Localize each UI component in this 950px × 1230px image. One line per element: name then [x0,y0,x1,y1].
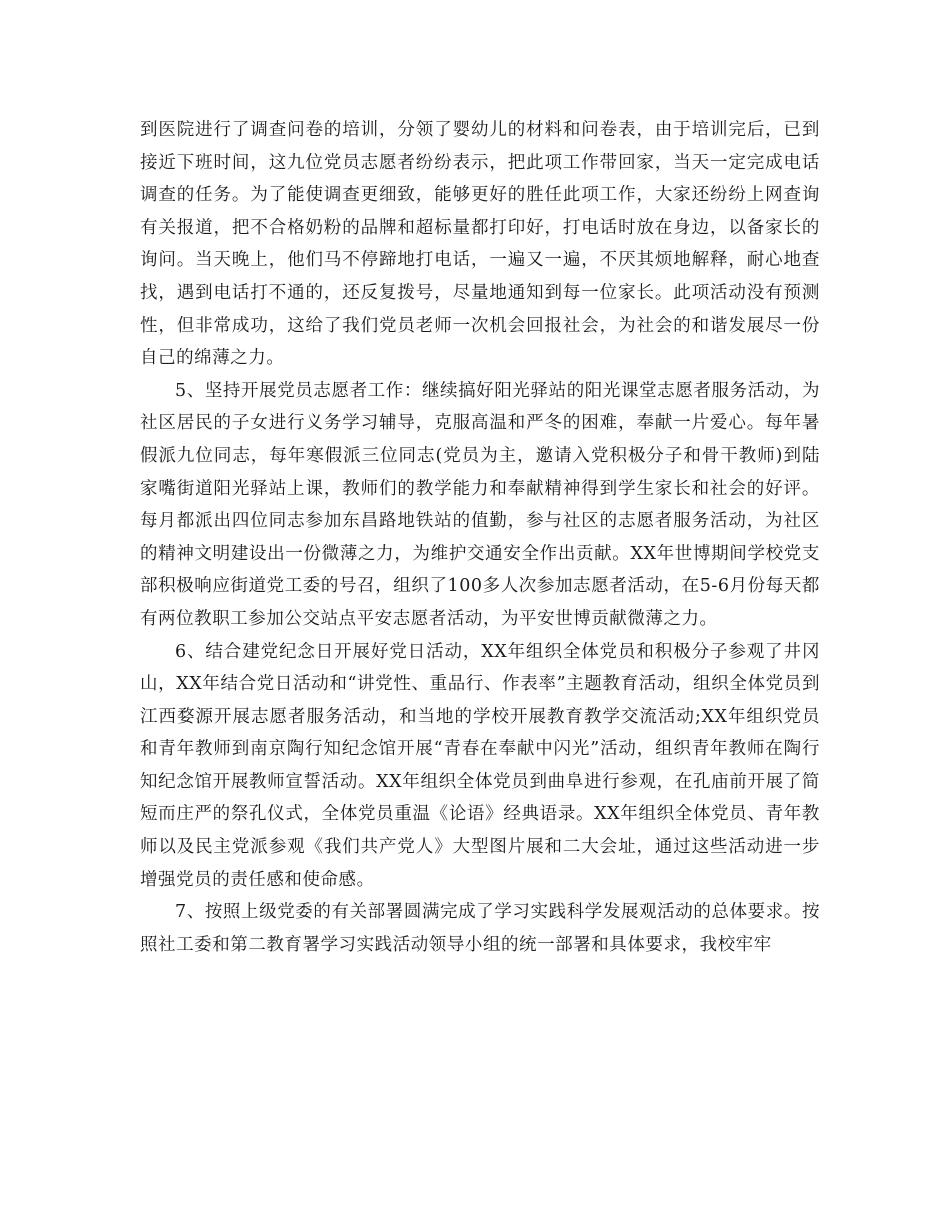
paragraph-continued: 到医院进行了调查问卷的培训，分领了婴幼儿的材料和问卷表，由于培训完后，已到接近下班时间，这九位党员志愿者纷纷表示，把此项工作带回家，当天一定完成电话调查的任务。为了能使调查更细致，能够更好的胜任此项工作，大家还纷纷上网查询有关报道，把不合格奶粉的品牌和超标量都打印好，打电话时放在身边，以备家长的询问。当天晚上，他们马不停蹄地打电话，一遍又一遍，不厌其烦地解释，耐心地查找，遇到电话打不通的，还反复拨号，尽量地通知到每一位家长。此项活动没有预测性，但非常成功，这给了我们党员老师一次机会回报社会，为社会的和谐发展尽一份自己的绵薄之力。 [140,120,820,369]
document-body [140,114,820,961]
paragraph-item-6: 6、结合建党纪念日开展好党日活动，XX年组织全体党员和积极分子参观了井冈山，XX年结合党日活动和“讲党性、重品行、作表率”主题教育活动，组织全体党员到江西婺源开展志愿者服务活动，和当地的学校开展教育教学交流活动;XX年组织党员和青年教师到南京陶行知纪念馆开展“青春在奉献中闪光”活动，组织青年教师在陶行知纪念馆开展教师宣誓活动。XX年组织全体党员到曲阜进行参观，在孔庙前开展了简短而庄严的祭孔仪式，全体党员重温《论语》经典语录。XX年组织全体党员、青年教师以及民主党派参观《我们共产党人》大型图片展和二大会址，通过这些活动进一步增强党员的责任感和使命感。 [140,641,820,890]
paragraph-item-7: 7、按照上级党委的有关部署圆满完成了学习实践科学发展观活动的总体要求。按照社工委和第二教育署学习实践活动领导小组的统一部署和具体要求，我校牢牢 [140,902,820,955]
paragraph-item-5: 5、坚持开展党员志愿者工作：继续搞好阳光驿站的阳光课堂志愿者服务活动，为社区居民的子女进行义务学习辅导，克服高温和严冬的困难，奉献一片爱心。每年暑假派九位同志，每年寒假派三位同志(党员为主，邀请入党积极分子和骨干教师)到陆家嘴街道阳光驿站上课，教师们的教学能力和奉献精神得到学生家长和社会的好评。每月都派出四位同志参加东昌路地铁站的值勤，参与社区的志愿者服务活动，为社区的精神文明建设出一份微薄之力，为维护交通安全作出贡献。XX年世博期间学校党支部积极响应街道党工委的号召，组织了100多人次参加志愿者活动，在5-6月份每天都有两位教职工参加公交站点平安志愿者活动，为平安世博贡献微薄之力。 [140,380,820,629]
